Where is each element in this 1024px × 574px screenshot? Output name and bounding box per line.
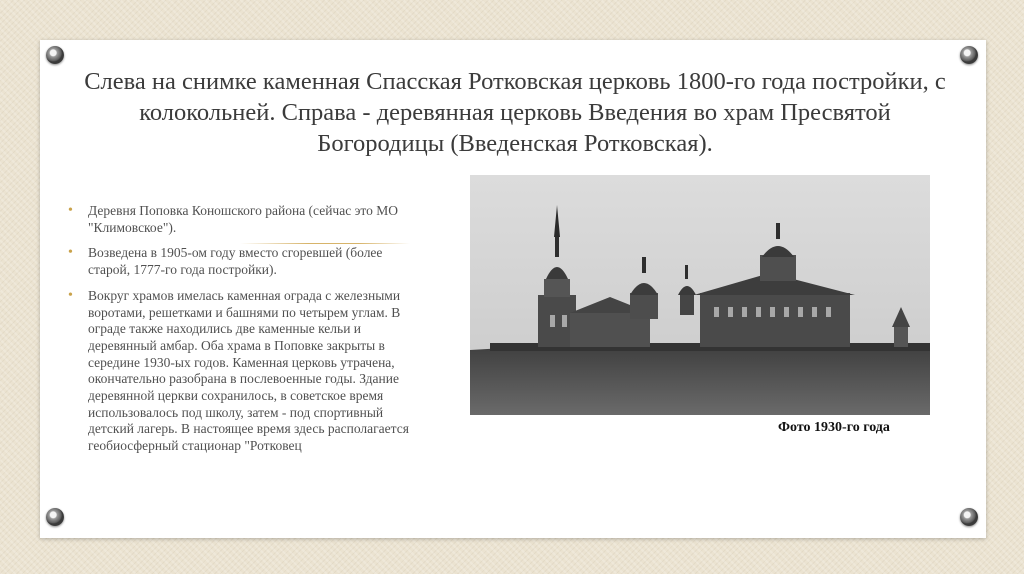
bullet-text: Деревня Поповка Коношского района (сейчас это МО "Климовское"). xyxy=(88,203,398,235)
bullet-icon: • xyxy=(68,245,73,261)
photo-caption: Фото 1930-го года xyxy=(778,420,890,435)
pin-icon xyxy=(46,508,64,526)
pin-icon xyxy=(960,46,978,64)
bullet-text: Возведена в 1905-ом году вместо сгоревшей (более старой, 1777-го года постройки). xyxy=(88,245,383,278)
bullet-icon: • xyxy=(68,287,73,303)
pin-icon xyxy=(46,46,64,64)
slide-title: Слева на снимке каменная Спасская Ротковская церковь 1800-го года постройки, с колокольней. Справа - деревянная церковь Введения во храм Пресвятой Богородицы (Введенская Ротковская). xyxy=(84,68,946,157)
list-item xyxy=(64,245,424,278)
divider xyxy=(240,243,410,244)
slide-card xyxy=(40,40,986,538)
pin-icon xyxy=(960,508,978,526)
bullet-icon: • xyxy=(68,203,73,218)
list-item xyxy=(64,203,424,236)
list-item xyxy=(64,288,424,455)
church-photo xyxy=(470,175,930,415)
bullet-text: Вокруг храмов имелась каменная ограда с железными воротами, решетками и башнями по четырем углам. В ограде также находились две каменные кельи и деревянный амбар. Оба храма в Поповке закрыты в середине 1930-ых годов. Каменная церковь утрачена, окончательно разобрана в послевоенные годы. Здание деревянной церкви сохранилось, в советское время использовалось под школу, затем - под спортивный детский лагерь. В настоящее время здесь располагается геобиосферный стационар "Ротковец xyxy=(88,287,409,454)
